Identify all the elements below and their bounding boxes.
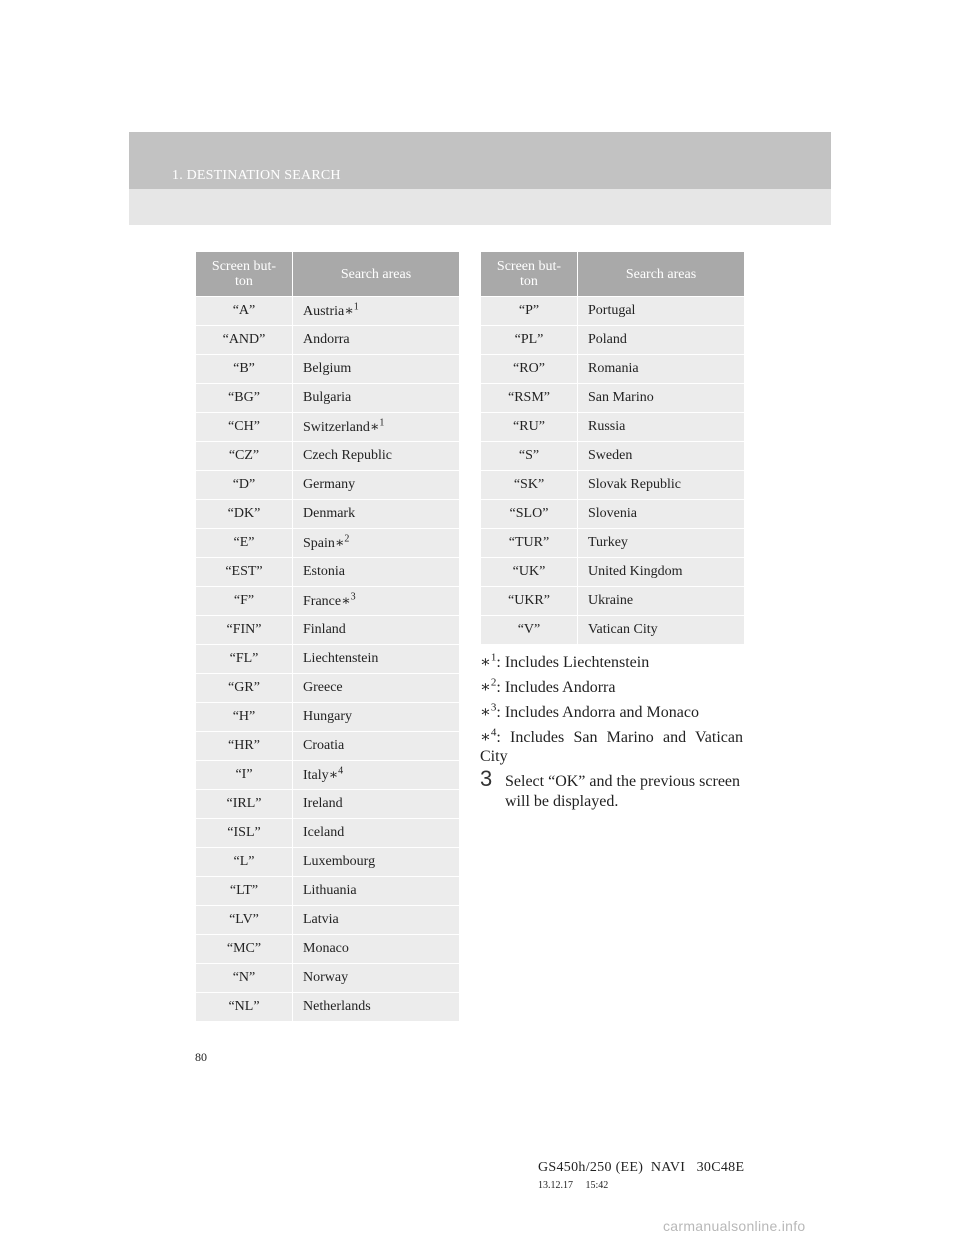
- search-area-name: [293, 819, 460, 848]
- search-area-name: [293, 848, 460, 877]
- table-row: [196, 587, 460, 616]
- search-area-name: [293, 790, 460, 819]
- footnote-text: : Includes San Marino and Vatican City: [480, 729, 743, 765]
- search-area-text: Turkey: [588, 535, 628, 550]
- search-area-text: Monaco: [303, 941, 349, 956]
- footnote-text: : Includes Liechtenstein: [496, 654, 650, 671]
- table-row: [196, 848, 460, 877]
- column-header-screen-button: Screen but- ton: [196, 252, 293, 297]
- search-area-name: [293, 761, 460, 790]
- search-area-name: [293, 587, 460, 616]
- search-area-text: Switzerland∗: [303, 419, 380, 435]
- screen-button-code: “S”: [481, 442, 578, 471]
- screen-button-code: “B”: [196, 355, 293, 384]
- search-area-name: [293, 471, 460, 500]
- footnote-mark: ∗: [480, 704, 491, 721]
- search-area-text: Bulgaria: [303, 390, 352, 405]
- screen-button-code: “HR”: [196, 732, 293, 761]
- search-area-text: Portugal: [588, 303, 636, 318]
- screen-button-code: “D”: [196, 471, 293, 500]
- header-band: [129, 132, 831, 225]
- search-area-text: Iceland: [303, 825, 345, 840]
- screen-button-code: “N”: [196, 964, 293, 993]
- search-areas-table-right: [480, 251, 745, 645]
- search-area-name: [293, 674, 460, 703]
- footnote: [480, 678, 743, 697]
- screen-button-code: “DK”: [196, 500, 293, 529]
- search-area-text: Belgium: [303, 361, 352, 376]
- search-area-text: Luxembourg: [303, 854, 376, 869]
- search-area-name: [293, 993, 460, 1022]
- screen-button-code: “FIN”: [196, 616, 293, 645]
- table-row: [196, 558, 460, 587]
- table-row: [481, 355, 745, 384]
- search-area-text: Vatican City: [588, 622, 658, 637]
- screen-button-code: “I”: [196, 761, 293, 790]
- search-area-text: Norway: [303, 970, 349, 985]
- column-header-search-areas: Search areas: [293, 252, 460, 297]
- search-area-name: [578, 471, 745, 500]
- search-area-text: Andorra: [303, 332, 350, 347]
- footnote-mark: ∗: [480, 679, 491, 696]
- search-area-name: [293, 616, 460, 645]
- table-row: [196, 471, 460, 500]
- header-top-bar: [129, 132, 831, 189]
- search-area-name: [293, 442, 460, 471]
- search-area-name: [578, 442, 745, 471]
- search-area-name: [293, 297, 460, 326]
- screen-button-code: “MC”: [196, 935, 293, 964]
- footnote: [480, 653, 743, 672]
- table-row: [481, 587, 745, 616]
- screen-button-code: “NL”: [196, 993, 293, 1022]
- search-area-text: Poland: [588, 332, 627, 347]
- table-row: [196, 413, 460, 442]
- search-area-text: Sweden: [588, 448, 633, 463]
- screen-button-code: “H”: [196, 703, 293, 732]
- search-area-name: [293, 384, 460, 413]
- screen-button-code: “LV”: [196, 906, 293, 935]
- search-area-text: Spain∗: [303, 535, 345, 551]
- search-area-text: Finland: [303, 622, 346, 637]
- search-area-name: [578, 326, 745, 355]
- search-area-name: [293, 906, 460, 935]
- footnote-ref: 1: [379, 416, 385, 428]
- table-row: [481, 297, 745, 326]
- footnote-text: : Includes Andorra and Monaco: [496, 704, 699, 721]
- footnote: [480, 728, 743, 766]
- footnote-mark: ∗: [480, 654, 491, 671]
- screen-button-code: “FL”: [196, 645, 293, 674]
- table-row: [196, 819, 460, 848]
- step-3: [480, 766, 746, 812]
- search-area-text: Latvia: [303, 912, 339, 927]
- table-body-right: [481, 297, 745, 645]
- screen-button-code: “UK”: [481, 558, 578, 587]
- table-row: [481, 442, 745, 471]
- table-row: [196, 935, 460, 964]
- table-row: [481, 558, 745, 587]
- screen-button-code: “V”: [481, 616, 578, 645]
- search-areas-table-left: [195, 251, 460, 1022]
- footnote-ref: 3: [350, 590, 356, 602]
- search-area-name: [293, 732, 460, 761]
- search-area-text: Denmark: [303, 506, 356, 521]
- table-row: [196, 500, 460, 529]
- screen-button-code: “RU”: [481, 413, 578, 442]
- table-row: [481, 471, 745, 500]
- footnote: [480, 703, 743, 722]
- footnotes: [480, 653, 743, 772]
- search-area-text: Netherlands: [303, 999, 371, 1014]
- screen-button-code: “PL”: [481, 326, 578, 355]
- column-header-search-areas: Search areas: [578, 252, 745, 297]
- search-area-text: Lithuania: [303, 883, 357, 898]
- search-area-text: Liechtenstein: [303, 651, 379, 666]
- footnote-number: 1: [490, 651, 497, 664]
- table-row: [196, 529, 460, 558]
- footnote-number: 3: [490, 701, 497, 714]
- search-area-name: [578, 355, 745, 384]
- table-row: [196, 964, 460, 993]
- search-area-name: [578, 616, 745, 645]
- search-area-name: [293, 877, 460, 906]
- search-area-name: [293, 964, 460, 993]
- search-area-text: United Kingdom: [588, 564, 683, 579]
- table-row: [481, 384, 745, 413]
- table-row: [196, 703, 460, 732]
- search-area-text: Romania: [588, 361, 639, 376]
- table-row: [196, 442, 460, 471]
- search-area-text: Russia: [588, 419, 626, 434]
- table-row: [481, 616, 745, 645]
- watermark: carmanualsonline.info: [663, 1218, 806, 1234]
- table-row: [196, 761, 460, 790]
- footnote-number: 4: [490, 726, 497, 739]
- screen-button-code: “F”: [196, 587, 293, 616]
- table-row: [196, 297, 460, 326]
- search-area-text: Slovenia: [588, 506, 637, 521]
- footnote-mark: ∗: [480, 729, 491, 746]
- screen-button-code: “TUR”: [481, 529, 578, 558]
- screen-button-code: “P”: [481, 297, 578, 326]
- column-header-screen-button: Screen but- ton: [481, 252, 578, 297]
- footnote-text: : Includes Andorra: [496, 679, 616, 696]
- screen-button-code: “UKR”: [481, 587, 578, 616]
- search-area-text: Ukraine: [588, 593, 634, 608]
- search-area-name: [293, 529, 460, 558]
- screen-button-code: “RSM”: [481, 384, 578, 413]
- screen-button-code: “E”: [196, 529, 293, 558]
- table-row: [196, 877, 460, 906]
- document-code: GS450h/250 (EE) NAVI 30C48E: [538, 1160, 745, 1175]
- table-row: [196, 732, 460, 761]
- search-area-name: [293, 558, 460, 587]
- table-row: [196, 790, 460, 819]
- table-row: [196, 326, 460, 355]
- document-date: 13.12.17 15:42: [538, 1180, 609, 1191]
- search-area-text: Greece: [303, 680, 343, 695]
- search-area-name: [578, 558, 745, 587]
- screen-button-code: “EST”: [196, 558, 293, 587]
- search-area-name: [293, 703, 460, 732]
- screen-button-code: “AND”: [196, 326, 293, 355]
- search-area-name: [578, 413, 745, 442]
- table-row: [481, 413, 745, 442]
- search-area-name: [578, 587, 745, 616]
- search-area-text: Austria∗: [303, 303, 354, 319]
- search-area-text: Estonia: [303, 564, 345, 579]
- search-area-text: Croatia: [303, 738, 345, 753]
- search-area-text: Slovak Republic: [588, 477, 681, 492]
- footnote-number: 2: [490, 676, 497, 689]
- table-row: [196, 993, 460, 1022]
- section-title: 1. DESTINATION SEARCH: [172, 168, 341, 183]
- screen-button-code: “A”: [196, 297, 293, 326]
- table-row: [481, 529, 745, 558]
- screen-button-code: “SK”: [481, 471, 578, 500]
- search-area-name: [293, 326, 460, 355]
- table-row: [196, 674, 460, 703]
- search-area-name: [578, 500, 745, 529]
- search-area-name: [578, 384, 745, 413]
- search-area-text: Germany: [303, 477, 356, 492]
- step-number: 3: [480, 766, 493, 791]
- search-area-name: [293, 500, 460, 529]
- search-area-name: [578, 529, 745, 558]
- footnote-ref: 1: [353, 300, 359, 312]
- table-row: [196, 645, 460, 674]
- table-row: [196, 384, 460, 413]
- table-row: [196, 355, 460, 384]
- screen-button-code: “ISL”: [196, 819, 293, 848]
- search-area-text: France∗: [303, 593, 351, 609]
- screen-button-code: “SLO”: [481, 500, 578, 529]
- search-area-text: San Marino: [588, 390, 654, 405]
- screen-button-code: “IRL”: [196, 790, 293, 819]
- table-row: [196, 616, 460, 645]
- search-area-name: [293, 935, 460, 964]
- search-area-name: [293, 355, 460, 384]
- search-area-text: Hungary: [303, 709, 352, 724]
- search-area-name: [578, 297, 745, 326]
- table-body-left: [196, 297, 460, 1022]
- table-row: [481, 500, 745, 529]
- screen-button-code: “BG”: [196, 384, 293, 413]
- screen-button-code: “LT”: [196, 877, 293, 906]
- screen-button-code: “RO”: [481, 355, 578, 384]
- screen-button-code: “L”: [196, 848, 293, 877]
- search-area-text: Czech Republic: [303, 448, 393, 463]
- page-number: 80: [195, 1050, 207, 1064]
- search-area-name: [293, 645, 460, 674]
- search-area-text: Ireland: [303, 796, 343, 811]
- table-row: [481, 326, 745, 355]
- step-text: Select “OK” and the previous screen will be displayed.: [505, 773, 741, 810]
- search-area-text: Italy∗: [303, 767, 339, 783]
- search-area-name: [293, 413, 460, 442]
- screen-button-code: “CZ”: [196, 442, 293, 471]
- footnote-ref: 2: [344, 532, 350, 544]
- table-row: [196, 906, 460, 935]
- screen-button-code: “CH”: [196, 413, 293, 442]
- footnote-ref: 4: [338, 764, 344, 776]
- screen-button-code: “GR”: [196, 674, 293, 703]
